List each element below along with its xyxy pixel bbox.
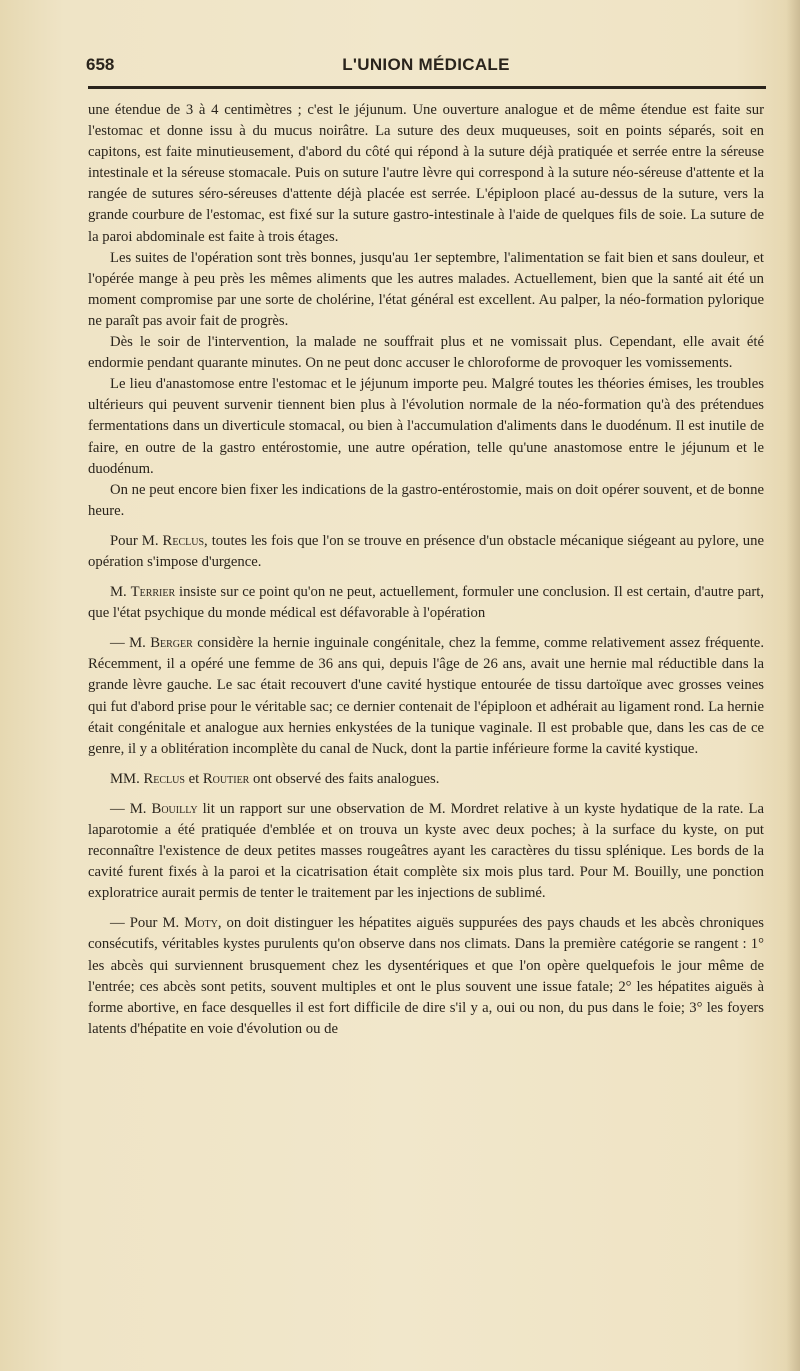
paragraph-5: On ne peut encore bien fixer les indications de la gastro-entérostomie, mais on doit opérer souvent, et de bonne heure.	[88, 481, 764, 519]
author-name: Moty	[184, 915, 218, 932]
paragraph-2: Les suites de l'opération sont très bonnes, jusqu'au 1er septembre, l'alimentation se fait bien et sans douleur, et l'opérée mange à peu près les mêmes aliments que les autres malades. Actuellement, bien que la santé ait été un moment compromise par une sorte de cholérine, l'état général est excellent. Au palper, la néo-formation pylorique ne paraît pas avoir fait de progrès.	[88, 249, 764, 329]
paragraph-10: — M. Bouilly lit un rapport sur une observation de M. Mordret relative à un kyste hydatique de la rate. La laparotomie a été pratiquée d'emblée et on trouva un kyste avec deux poches; à la surface du kyste, on put reconnaître l'existence de deux petites masses rougeâtres ayant les caractères du tissu splénique. Les bords de la cavité furent fixés à la paroi et la cicatrisation était complète six mois plus tard. Pour M. Bouilly, une ponction exploratrice aurait permis de tenter le traitement par les injections de sublimé.	[88, 800, 765, 902]
paragraph-1: une étendue de 3 à 4 centimètres ; c'est le jéjunum. Une ouverture analogue et de même étendue est faite sur l'estomac et donne issu à du mucus noirâtre. La suture des deux muqueuses, soit en points séparés, soit en capitons, est faite minutieusement, d'abord du côté qui répond à la suture déjà pratiquée et serrée entre la séreuse intestinale et la séreuse stomacale. Puis on suture l'autre lèvre qui correspond à la suture néo-séreuse d'attente et la rangée de sutures séro-séreuses d'attente déjà placée est serrée. L'épiploon placé au-dessus de la suture, vers la grande courbure de l'estomac, est fixé sur la suture gastro-intestinale à l'aide de quelques fils de soie. La suture de la paroi abdominale est faite à trois étages.	[88, 102, 764, 245]
author-name: Routier	[202, 770, 250, 787]
paragraph-3: Dès le soir de l'intervention, la malade ne souffrait plus et ne vomissait plus. Cependant, elle avait été endormie pendant quarante minutes. On ne peut donc accuser le chloroforme de provoquer les vomissements.	[88, 334, 764, 372]
header-rule	[88, 86, 766, 89]
paragraph-9: MM. Reclus et Routier ont observé des faits analogues.	[110, 770, 440, 787]
author-name: Terrier	[130, 584, 176, 601]
page-number: 658	[86, 55, 115, 74]
page-edge-shadow	[786, 0, 800, 1371]
author-name: Bouilly	[151, 800, 198, 817]
page-header	[86, 55, 766, 85]
paragraph-4: Le lieu d'anastomose entre l'estomac et le jéjunum importe peu. Malgré toutes les théories émises, les troubles ultérieurs qui peuvent survenir tiennent bien plus à l'évolution normale de la néo-formation qu'à des prétendues fermentations dans un diverticule stomacal, ou bien à l'accumulation d'aliments dans le duodénum. Il est inutile de faire, en outre de la gastro entérostomie, une autre opération, telle qu'une anastomose entre le jéjunum et le duodénum.	[88, 376, 764, 477]
running-title: L'UNION MÉDICALE	[342, 55, 510, 74]
article-body	[88, 100, 764, 1040]
author-name: Reclus	[143, 770, 185, 787]
paragraph-7: M. Terrier insiste sur ce point qu'on ne peut, actuellement, formuler une conclusion. Il est certain, d'autre part, que l'état psychique du monde médical est défavorable à l'opération	[88, 584, 765, 622]
paragraph-6: Pour M. Reclus, toutes les fois que l'on se trouve en présence d'un obstacle mécanique siégeant au pylore, une opération s'impose d'urgence.	[88, 532, 764, 570]
paragraph-11: — Pour M. Moty, on doit distinguer les hépatites aiguës suppurées des pays chauds et les abcès chroniques consécutifs, véritables kystes purulents qu'on observe dans nos climats. Dans la première catégorie se rangent : 1° les abcès qui surviennent brusquement chez les dysentériques et que l'on opère quelquefois le jour même de l'entrée; ces abcès sont petits, souvent multiples et ont le plus souvent une issue fatale; 2° les hépatites aiguës à forme abortive, en face desquelles il est fort difficile de dire s'il y a, oui ou non, du pus dans le foie; 3° les foyers latents d'hépatite en voie d'évolution ou de	[88, 915, 764, 1037]
author-name: Reclus	[162, 532, 205, 549]
paragraph-8: — M. Berger considère la hernie inguinale congénitale, chez la femme, comme relativement assez fréquente. Récemment, il a opéré une femme de 36 ans qui, depuis l'âge de 26 ans, avait une hernie mal réductible dans la grande lèvre gauche. Le sac était recouvert d'une cavité hystique entourée de tissu dartoïque avec grosses veines qui fut d'abord prise pour le véritable sac; ce dernier contenait de l'épiploon et adhérait au ligament rond. La hernie était congénitale et analogue aux hernies enkystées de la tunique vaginale. Il est probable que, dans les cas de ce genre, il y a oblitération incomplète du canal de Nuck, dont la partie inférieure forme la cavité kystique.	[88, 635, 764, 757]
author-name: Berger	[150, 635, 193, 652]
